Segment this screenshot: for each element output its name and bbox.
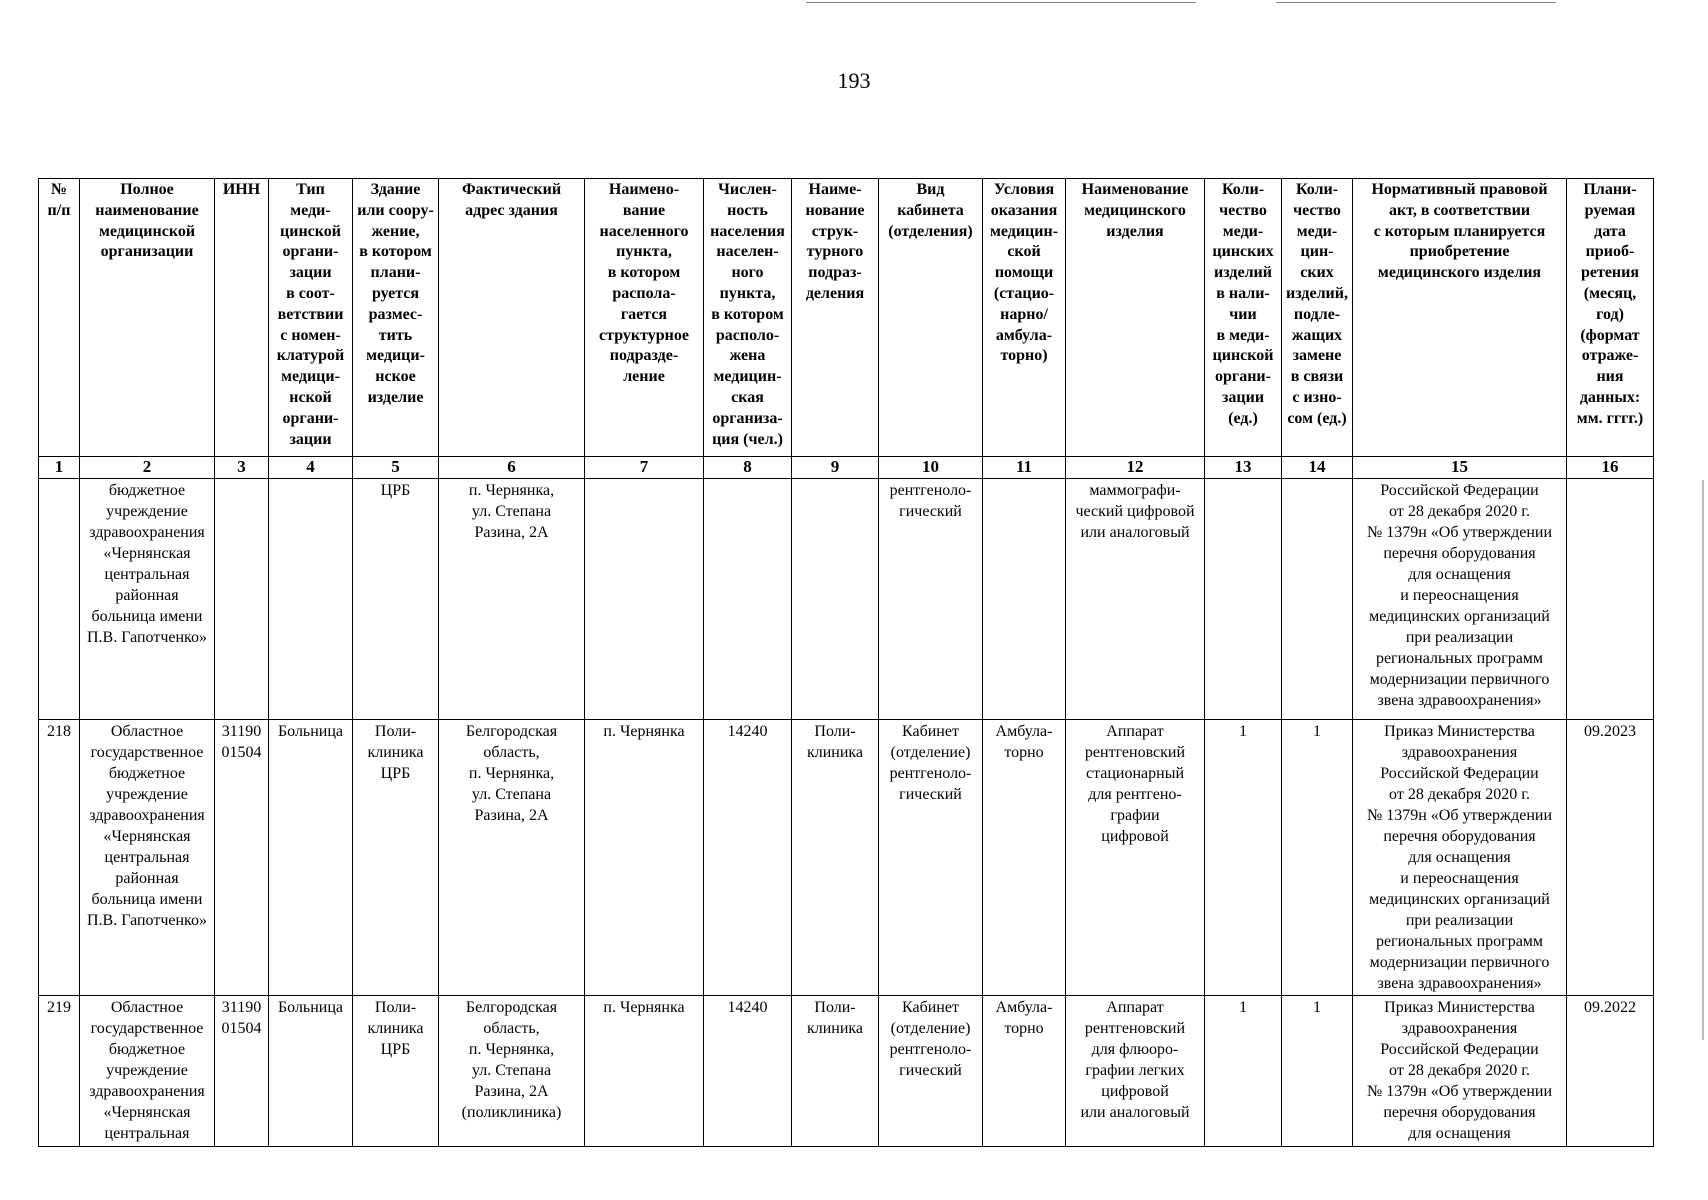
table-cell: Областное государственное бюджетное учреждение здравоохранения «Чернянская центральная районная больница имени П.В. Гапотченко» <box>80 720 215 996</box>
column-number: 14 <box>1282 457 1353 479</box>
table-cell: бюджетное учреждение здравоохранения «Чернянская центральная районная больница имени П.В. Гапотченко» <box>80 479 215 720</box>
column-number: 5 <box>353 457 439 479</box>
table-cell: 1 <box>1205 720 1282 996</box>
table-cell: 1 <box>1205 996 1282 1147</box>
table-cell <box>269 479 353 720</box>
column-header: Наиме- нование струк- турного подраз- деления <box>792 179 879 457</box>
table-cell: 1 <box>1282 996 1353 1147</box>
column-number: 2 <box>80 457 215 479</box>
table-row <box>39 996 1654 1147</box>
table-cell: Аппарат рентгеновский стационарный для рентгено- графии цифровой <box>1066 720 1205 996</box>
column-header: Вид кабинета (отделения) <box>879 179 983 457</box>
table-cell <box>983 479 1066 720</box>
table-cell: Аппарат рентгеновский для флюоро- графии легких цифровой или аналоговый <box>1066 996 1205 1147</box>
table-cell: 219 <box>39 996 80 1147</box>
column-number: 8 <box>704 457 792 479</box>
table-cell <box>39 479 80 720</box>
table-cell: Белгородская область, п. Чернянка, ул. Степана Разина, 2А (поликлиника) <box>439 996 585 1147</box>
table-cell: Поли- клиника ЦРБ <box>353 996 439 1147</box>
column-header: Тип меди- цинской органи- зации в соот- ветствии с номен- клатурой медици- нской органи- зации <box>269 179 353 457</box>
column-header: Наименование медицинского изделия <box>1066 179 1205 457</box>
column-number: 10 <box>879 457 983 479</box>
column-number: 3 <box>215 457 269 479</box>
equipment-table <box>38 178 1654 1147</box>
column-header: Коли- чество меди- цин- ских изделий, подле- жащих замене в связи с изно- сом (ед.) <box>1282 179 1353 457</box>
table-cell: 31190 01504 <box>215 720 269 996</box>
column-number-row <box>39 457 1654 479</box>
column-header: Коли- чество меди- цинских изделий в нали- чии в меди- цинской органи- зации (ед.) <box>1205 179 1282 457</box>
table-cell: 14240 <box>704 720 792 996</box>
table-cell: Поли- клиника ЦРБ <box>353 720 439 996</box>
column-header: Числен- ность населения населен- ного пункта, в котором располо- жена медицин- ская организа- ция (чел.) <box>704 179 792 457</box>
scan-artifact-line-right <box>1276 2 1556 3</box>
table-cell: Областное государственное бюджетное учреждение здравоохранения «Чернянская центральная <box>80 996 215 1147</box>
table-cell: Кабинет (отделение) рентгеноло- гический <box>879 720 983 996</box>
table-cell: ЦРБ <box>353 479 439 720</box>
table-header-row <box>39 179 1654 457</box>
table-row <box>39 479 1654 720</box>
table-cell <box>792 479 879 720</box>
table-cell <box>704 479 792 720</box>
table-cell: 09.2023 <box>1567 720 1654 996</box>
column-number: 16 <box>1567 457 1654 479</box>
table-cell: Белгородская область, п. Чернянка, ул. Степана Разина, 2А <box>439 720 585 996</box>
column-number: 13 <box>1205 457 1282 479</box>
table-cell: Поли- клиника <box>792 996 879 1147</box>
table-cell: Амбула- торно <box>983 720 1066 996</box>
table-cell: Приказ Министерства здравоохранения Российской Федерации от 28 декабря 2020 г. № 1379н «Об утверждении перечня оборудования для оснащения <box>1353 996 1567 1147</box>
table-cell: 14240 <box>704 996 792 1147</box>
table-cell <box>1205 479 1282 720</box>
table-cell <box>585 479 704 720</box>
table-cell: Больница <box>269 720 353 996</box>
table-cell: Поли- клиника <box>792 720 879 996</box>
table-cell: Больница <box>269 996 353 1147</box>
table-cell: Кабинет (отделение) рентгеноло- гический <box>879 996 983 1147</box>
table-body <box>39 479 1654 1147</box>
table-cell <box>1282 479 1353 720</box>
table-cell: 218 <box>39 720 80 996</box>
column-number: 12 <box>1066 457 1205 479</box>
column-number: 15 <box>1353 457 1567 479</box>
column-header: Здание или соору- жение, в котором плани- руется размес- тить медици- нское изделие <box>353 179 439 457</box>
column-header: Нормативный правовой акт, в соответствии с которым планируется приобретение медицинского изделия <box>1353 179 1567 457</box>
column-header: № п/п <box>39 179 80 457</box>
table-cell: п. Чернянка <box>585 996 704 1147</box>
column-header: Условия оказания медицин- ской помощи (стацио- нарно/ амбула- торно) <box>983 179 1066 457</box>
table-cell <box>215 479 269 720</box>
table-cell: 09.2022 <box>1567 996 1654 1147</box>
table-cell: п. Чернянка <box>585 720 704 996</box>
table-cell: Приказ Министерства здравоохранения Российской Федерации от 28 декабря 2020 г. № 1379н «Об утверждении перечня оборудования для оснащения и переоснащения медицинских организаций при реализации региональных программ модернизации первичного звена здравоохранения» <box>1353 720 1567 996</box>
column-number: 7 <box>585 457 704 479</box>
column-number: 6 <box>439 457 585 479</box>
table-cell: 31190 01504 <box>215 996 269 1147</box>
column-number: 9 <box>792 457 879 479</box>
column-header: Фактический адрес здания <box>439 179 585 457</box>
column-number: 1 <box>39 457 80 479</box>
table-cell: 1 <box>1282 720 1353 996</box>
table-cell: Амбула- торно <box>983 996 1066 1147</box>
table-cell: Российской Федерации от 28 декабря 2020 г. № 1379н «Об утверждении перечня оборудования для оснащения и переоснащения медицинских организаций при реализации региональных программ модернизации первичного звена здравоохранения» <box>1353 479 1567 720</box>
column-header: Полное наименование медицинской организации <box>80 179 215 457</box>
page-number: 193 <box>837 68 871 93</box>
column-header: Плани- руемая дата приоб- ретения (месяц, год) (формат отраже- ния данных: мм. гггг.) <box>1567 179 1654 457</box>
table-cell: рентгеноло- гический <box>879 479 983 720</box>
table-cell <box>1567 479 1654 720</box>
table-row <box>39 720 1654 996</box>
scan-artifact-line-left <box>806 2 1196 3</box>
table-cell: п. Чернянка, ул. Степана Разина, 2А <box>439 479 585 720</box>
column-number: 11 <box>983 457 1066 479</box>
column-header: ИНН <box>215 179 269 457</box>
column-header: Наимено- вание населенного пункта, в котором распола- гается структурное подразде- ление <box>585 179 704 457</box>
column-number: 4 <box>269 457 353 479</box>
table-cell: маммографи- ческий цифровой или аналоговый <box>1066 479 1205 720</box>
scan-artifact-line-edge <box>1702 480 1704 1040</box>
